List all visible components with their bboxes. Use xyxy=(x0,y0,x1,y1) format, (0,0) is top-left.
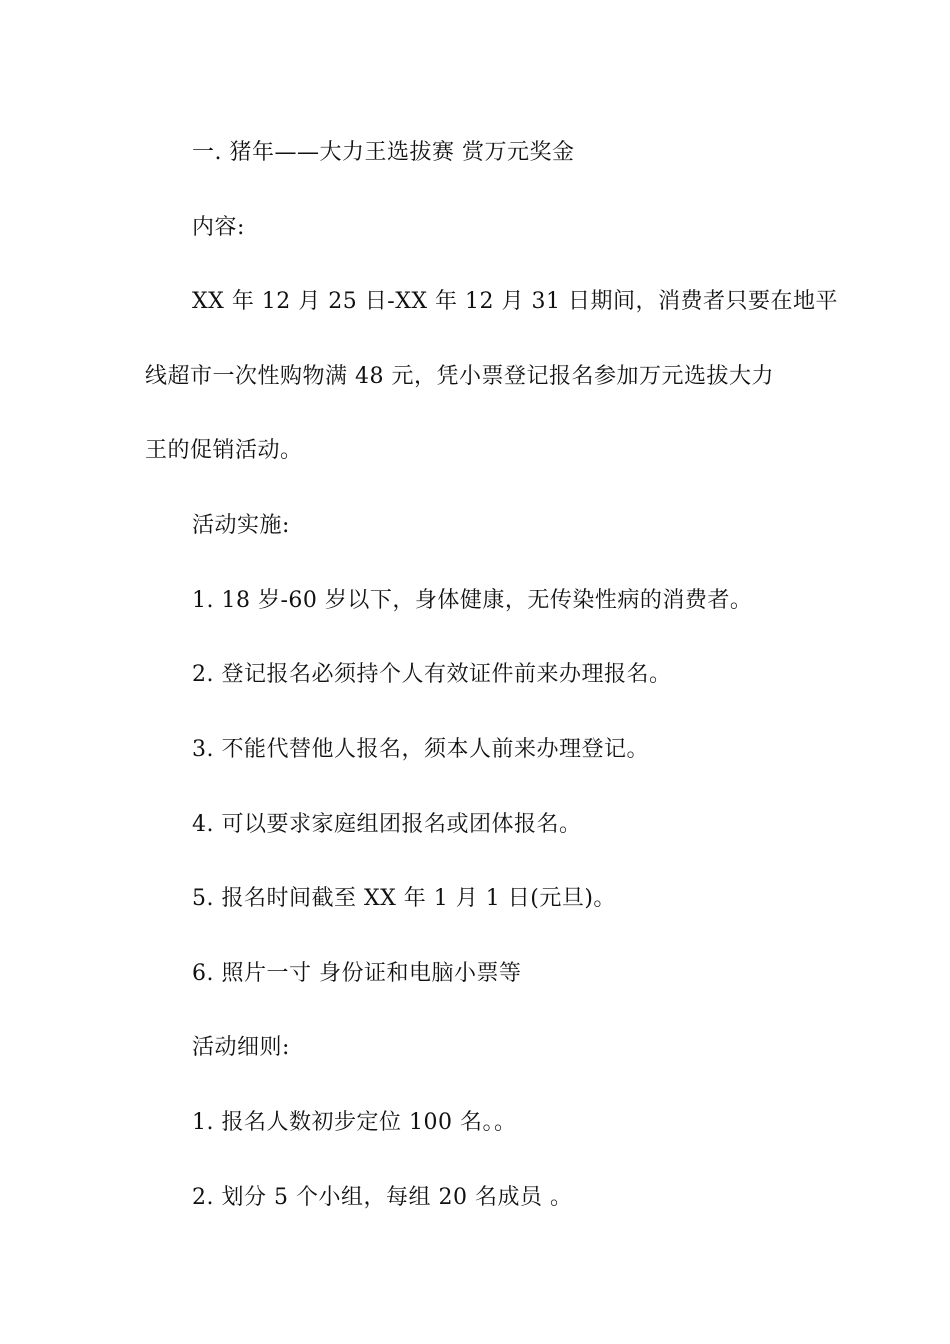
implementation-item: 2. 登记报名必须持个人有效证件前来办理报名。 xyxy=(192,662,672,687)
implementation-item: 6. 照片一寸 身份证和电脑小票等 xyxy=(192,961,522,986)
content-paragraph-line: XX 年 12 月 25 日-XX 年 12 月 31 日期间，消费者只要在地平 xyxy=(192,289,838,314)
implementation-item: 4. 可以要求家庭组团报名或团体报名。 xyxy=(192,812,582,837)
rules-label: 活动细则: xyxy=(192,1035,290,1060)
implementation-item: 1. 18 岁-60 岁以下，身体健康，无传染性病的消费者。 xyxy=(192,588,753,613)
content-label: 内容: xyxy=(192,215,245,240)
implementation-item: 3. 不能代替他人报名，须本人前来办理登记。 xyxy=(192,737,649,762)
implementation-item: 5. 报名时间截至 XX 年 1 月 1 日(元旦)。 xyxy=(192,886,616,911)
section-heading: 一. 猪年——大力王选拔赛 赏万元奖金 xyxy=(192,140,575,165)
rules-item: 2. 划分 5 个小组，每组 20 名成员 。 xyxy=(192,1185,573,1210)
implementation-label: 活动实施: xyxy=(192,513,290,538)
content-paragraph-line: 线超市一次性购物满 48 元，凭小票登记报名参加万元选拔大力 xyxy=(145,364,774,389)
content-paragraph-line: 王的促销活动。 xyxy=(145,438,303,463)
rules-item: 1. 报名人数初步定位 100 名。。 xyxy=(192,1110,517,1135)
